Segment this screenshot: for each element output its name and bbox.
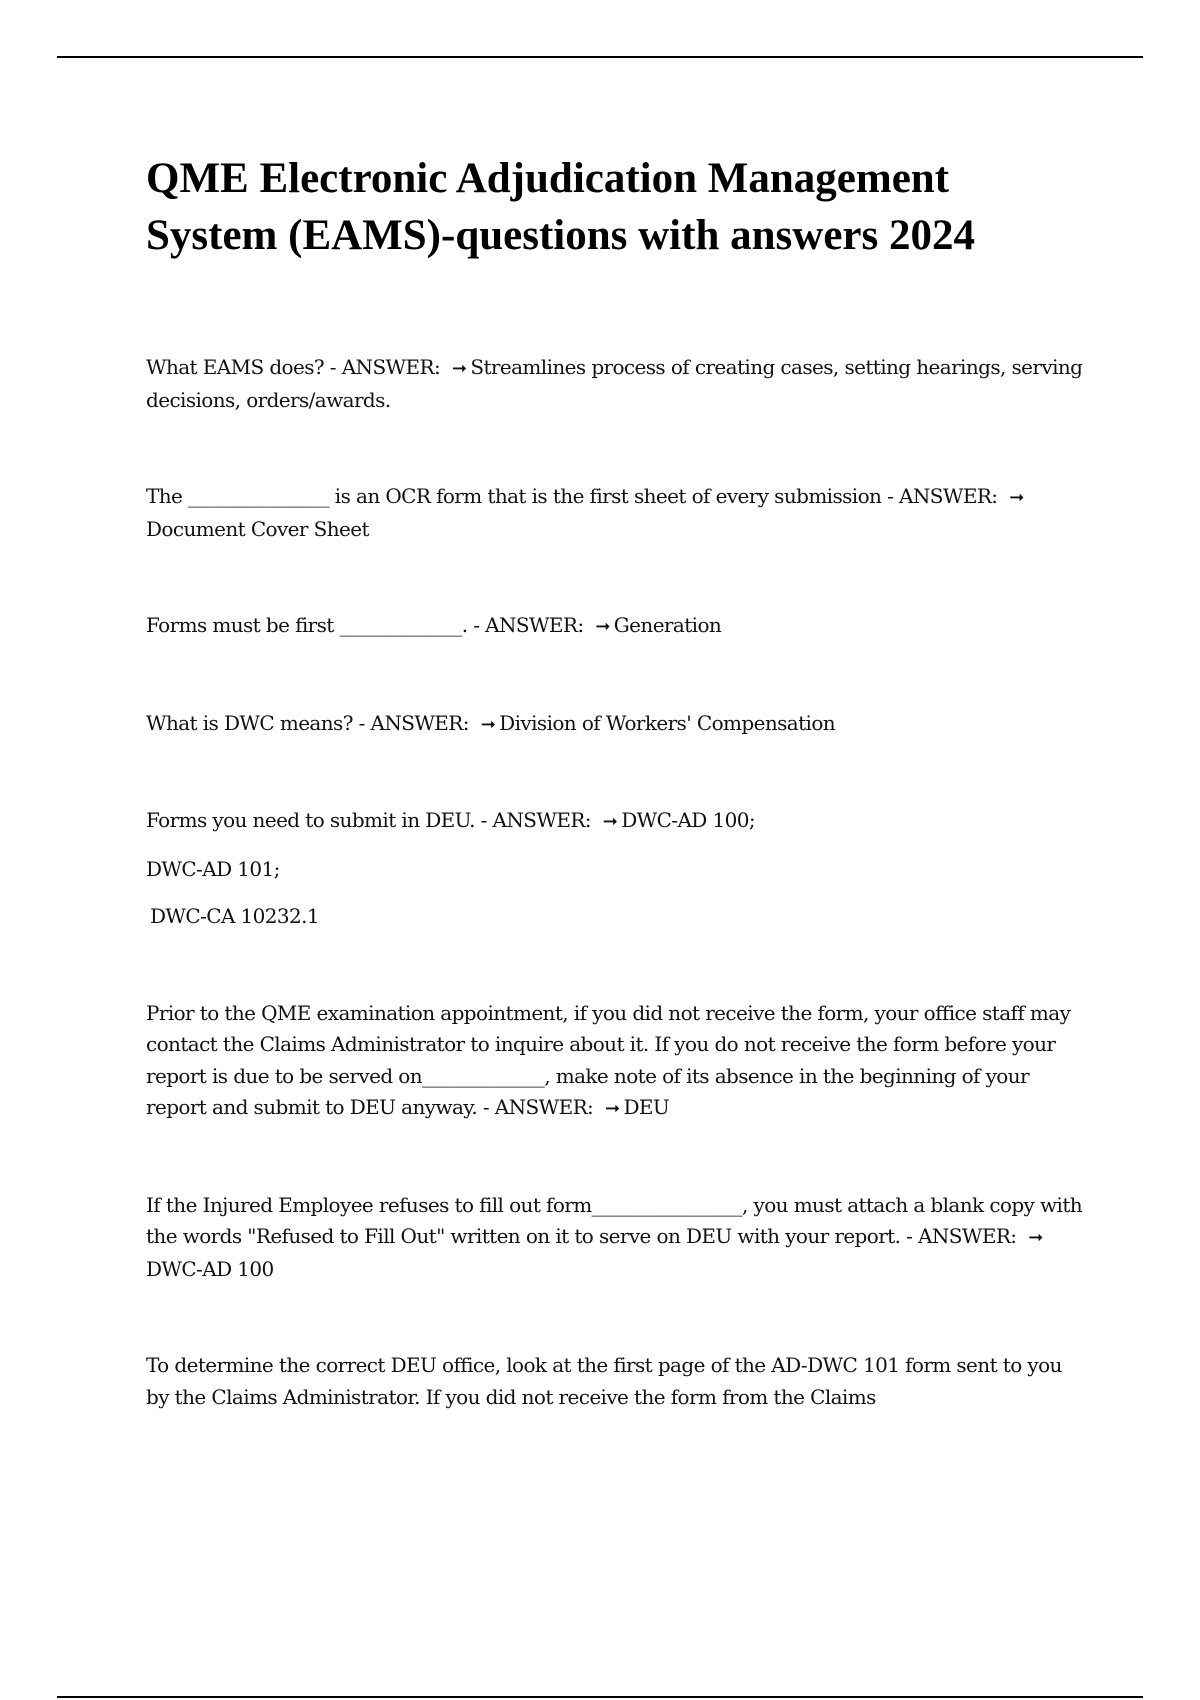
qa-entry: [146, 352, 1086, 416]
document-title: QME Electronic Adjudication Management System (EAMS)-questions with answers 2024: [146, 155, 975, 259]
question-text: To determine the correct DEU office, look at the first page of the AD-DWC 101 form sent to you by the Claims Administrator. If you did not receive the form from the Claims: [146, 1353, 1062, 1409]
answer-label: - ANSWER:: [482, 1095, 594, 1119]
question-text: Forms must be first _____________.: [146, 613, 468, 637]
qa-entry: [146, 1190, 1086, 1286]
question-text: What EAMS does?: [146, 355, 325, 379]
qa-entry: [146, 481, 1086, 545]
answer-continuation: DWC-CA 10232.1: [150, 904, 320, 928]
answer-text: DEU: [623, 1095, 670, 1119]
answer-text: Document Cover Sheet: [146, 516, 369, 541]
answer-text: Generation: [613, 613, 722, 637]
right-arrow-icon: ➞: [451, 358, 467, 379]
answer-text: Division of Workers' Compensation: [499, 710, 836, 735]
qa-entry: [146, 708, 1086, 741]
answer-label: - ANSWER:: [480, 808, 591, 832]
question-text: What is DWC means?: [146, 710, 353, 735]
question-text: If the Injured Employee refuses to fill out form________________, you must attach a blank copy with the words "Refused to Fill Out" written on it to serve on DEU with your report.: [146, 1192, 1083, 1248]
question-text: The _______________ is an OCR form that is the first sheet of every submission: [146, 484, 882, 508]
qa-entry: [146, 1350, 1086, 1413]
qa-entry: [146, 610, 1086, 643]
answer-text: Streamlines process of creating cases, setting hearings, serving decisions, orders/awards.: [146, 355, 1083, 412]
right-arrow-icon: ➞: [1009, 487, 1024, 508]
answer-label: - ANSWER:: [358, 710, 469, 735]
right-arrow-icon: ➞: [604, 1098, 620, 1119]
answer-text: DWC-AD 100;: [621, 808, 756, 832]
answer-label: - ANSWER:: [329, 355, 441, 379]
right-arrow-icon: ➞: [602, 811, 618, 832]
right-arrow-icon: ➞: [595, 616, 610, 637]
question-text: Prior to the QME examination appointment, if you did not receive the form, your office staff may contact the Claims Administrator to inquire about it. If you do not receive the form before your report is due to be served on_____________, make note of its absence in the beginning of your report and submit to DEU anyway.: [146, 1000, 1071, 1119]
right-arrow-icon: ➞: [1028, 1227, 1043, 1248]
answer-continuation: DWC-AD 101;: [146, 856, 280, 881]
question-text: Forms you need to submit in DEU.: [146, 808, 475, 832]
answer-text: DWC-AD 100: [146, 1256, 274, 1281]
answer-label: - ANSWER:: [473, 613, 584, 637]
page-content: [146, 150, 1086, 1413]
answer-label: - ANSWER:: [887, 484, 998, 508]
bottom-rule: [57, 1696, 1143, 1698]
qa-entry: [146, 805, 1086, 838]
qa-entry: [146, 998, 1086, 1125]
top-rule: [57, 56, 1143, 58]
answer-label: - ANSWER:: [906, 1224, 1017, 1248]
right-arrow-icon: ➞: [480, 713, 496, 735]
